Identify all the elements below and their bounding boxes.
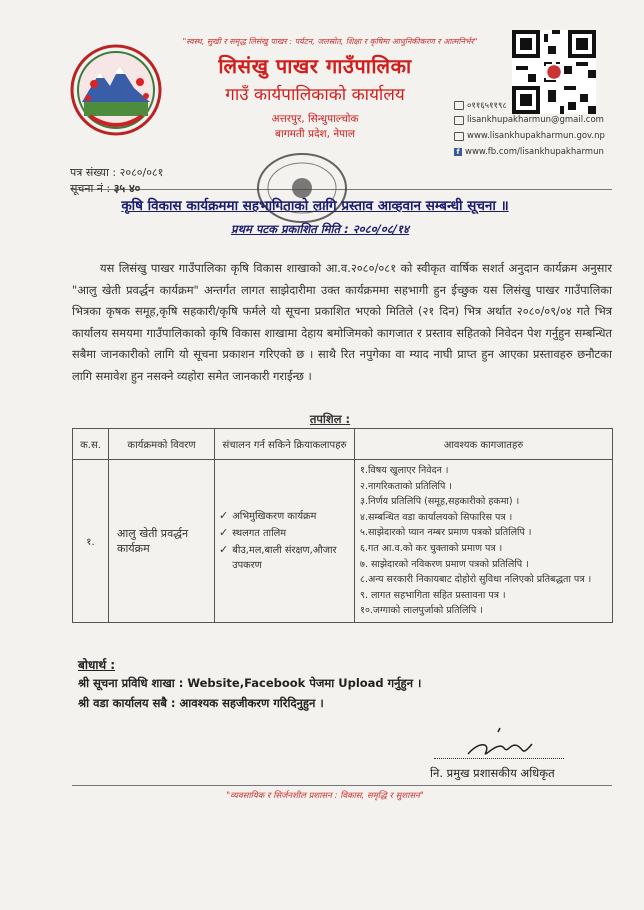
activity-text: अभिमुखिकरण कार्यक्रम [232, 510, 317, 522]
document-item: ७. साझेदारको नविकरण प्रमाण पत्रको प्रतिलिपि । [360, 558, 529, 570]
document-item: ५.साझेदारको प्यान नम्बर प्रमाण पत्रको प्रतिलिपि । [360, 527, 532, 539]
document-item: १.विषय खुलाएर निवेदन । [360, 465, 449, 476]
address-line-2: बागमती प्रदेश, नेपाल [275, 128, 355, 140]
footer-slogan: "व्यवसायिक र सिर्जनशील प्रशासन : विकास, समृद्धि र सुशासन" [226, 791, 424, 801]
document-item: ४.सम्बन्धित वडा कार्यालयको सिफारिस पत्र । [360, 511, 513, 523]
checkmark-icon: ✓ [219, 542, 229, 556]
suchana-number [70, 181, 140, 196]
header-activities: संचालन गर्न सकिने क्रियाकलापहरु [215, 429, 355, 460]
patra-sankhya-label: पत्र संख्या : [70, 166, 117, 179]
contact-website-text[interactable]: www.lisankhupakharmun.gov.np [467, 131, 605, 141]
activity-item [219, 543, 350, 573]
footer-divider [72, 785, 612, 786]
header-sn: क.स. [73, 429, 109, 460]
table-row [73, 460, 613, 623]
row-activities [215, 460, 355, 623]
contact-phone-text: ०११६५११९८ [467, 101, 507, 111]
email-icon [454, 116, 464, 125]
office-stamp-icon [252, 148, 352, 228]
activity-text: स्थलगत तालिम [232, 527, 287, 539]
patra-sankhya-value: २०८०/०८१ [119, 166, 164, 179]
document-item: ८.अन्य सरकारी निकायबाट दोहोरो सुविधा नलिएको प्रतिबद्धता पत्र । [360, 574, 592, 586]
document-item: १०.जग्गाको लालपुर्जाको प्रतिलिपि । [360, 605, 483, 617]
phone-icon [454, 101, 464, 110]
qr-code-icon [512, 30, 596, 114]
row-sn: १. [73, 460, 109, 623]
activity-item [219, 526, 350, 541]
requirements-table [72, 428, 613, 623]
bodhartha-line-2: श्री वडा कार्यालय सबै : आवश्यक सहजीकरण गरिदिनुहुन । [78, 696, 324, 710]
header-program: कार्यक्रमको विवरण [109, 429, 215, 460]
address-line-1: अत्तरपुर, सिन्धुपाल्चोक [271, 113, 359, 125]
nepal-emblem-icon [70, 44, 162, 136]
facebook-icon: f [454, 148, 462, 156]
checkmark-icon: ✓ [219, 525, 229, 539]
contact-email[interactable] [454, 115, 604, 125]
contact-facebook[interactable] [454, 147, 604, 157]
activity-item [219, 509, 350, 524]
bodhartha-label: बोधार्थ : [78, 658, 116, 672]
patra-sankhya [70, 165, 163, 180]
document-item: ९. लागत सहभागिता सहित प्रस्तावना पत्र । [360, 589, 506, 601]
signature-icon [438, 722, 558, 772]
suchana-number-value: ३५ ४० [113, 182, 141, 195]
document-item: २.नागरिकताको प्रतिलिपि । [360, 480, 452, 492]
first-publish-date: प्रथम पटक प्रकाशित मिति : २०८०/०८/१४ [231, 222, 409, 236]
signature-line [434, 758, 564, 759]
row-program: आलु खेती प्रवर्द्धन कार्यक्रम [109, 460, 215, 623]
office-name: गाउँ कार्यपालिकाको कार्यालय [225, 85, 405, 105]
header-motto: "स्वस्थ, सुखी र समृद्ध लिसंखु पाखर : पर्यटन, जलस्रोत, शिक्षा र कृषिमा आधुनिकीकरण र आत्मनिर्भर" [182, 37, 478, 46]
municipality-name: लिसंखु पाखर गाउँपालिका [218, 54, 412, 78]
notice-body: यस लिसंखु पाखर गाउँपालिका कृषि विकास शाखाको आ.व.२०८०/०८१ को स्वीकृत वार्षिक सशर्त अनुदान कार्यक्रम अनुसार "आलु खेती प्रवर्द्धन कार्यक्रम" अन्तर्गत लागत साझेदारीमा उक्त कार्यक्रममा सहभागी हुन ईच्छुक यस लिसंखु पाखर गाउँपालिका भित्रका कृषक समूह,कृषि सहकारी/कृषि फर्मले यो सूचना प्रकाशित भएको मितिले (२१ दिन) भित्र अर्थात २०८०/०९/०४ गते भित्र कार्यालय समयमा गाउँपालिकाको कृषि विकास शाखामा देहाय बमोजिमको कागजात र प्रस्ताव सहितको निवेदन पेश गर्नुहुन सम्बन्धित सबैमा जानकारीको लागि यो सूचना प्रकाशन गरिएको छ । साथै रित नपुगेका वा म्याद नाघी प्राप्त हुन आएका प्रस्तावहरु छनौटका लागि समावेश हुन नसक्ने व्यहोरा समेत जानकारी गराईन्छ । [72, 261, 612, 383]
row-documents [355, 460, 613, 623]
contact-email-text[interactable]: lisankhupakharmun@gmail.com [467, 115, 604, 125]
contact-website[interactable] [454, 131, 605, 141]
table-caption: तपशिल : [309, 412, 351, 426]
globe-icon [454, 132, 464, 141]
activity-text: बीउ,मल,बाली संरक्षण,औजार उपकरण [232, 544, 337, 571]
signatory-designation: नि. प्रमुख प्रशासकीय अधिकृत [430, 766, 555, 780]
contact-phone [454, 100, 507, 111]
header-documents: आवश्यक कागजातहरु [355, 429, 613, 460]
contact-facebook-text[interactable]: www.fb.com/lisankhupakharmun [465, 147, 604, 157]
table-header-row [73, 429, 613, 460]
suchana-number-label: सूचना नं : [70, 182, 111, 195]
document-item: ६.गत आ.व.को कर चुक्ताको प्रमाण पत्र । [360, 542, 503, 554]
bodhartha-line-1: श्री सूचना प्रविधि शाखा : Website,Facebook पेजमा Upload गर्नुहुन । [78, 676, 422, 690]
checkmark-icon: ✓ [219, 508, 229, 522]
document-item: ३.निर्णय प्रतिलिपि (समूह,सहकारीको हकमा) । [360, 496, 520, 508]
notice-subject: कृषि विकास कार्यक्रममा सहभागिताको लागि प्रस्ताव आव्हवान सम्बन्धी सूचना ॥ [121, 198, 509, 214]
